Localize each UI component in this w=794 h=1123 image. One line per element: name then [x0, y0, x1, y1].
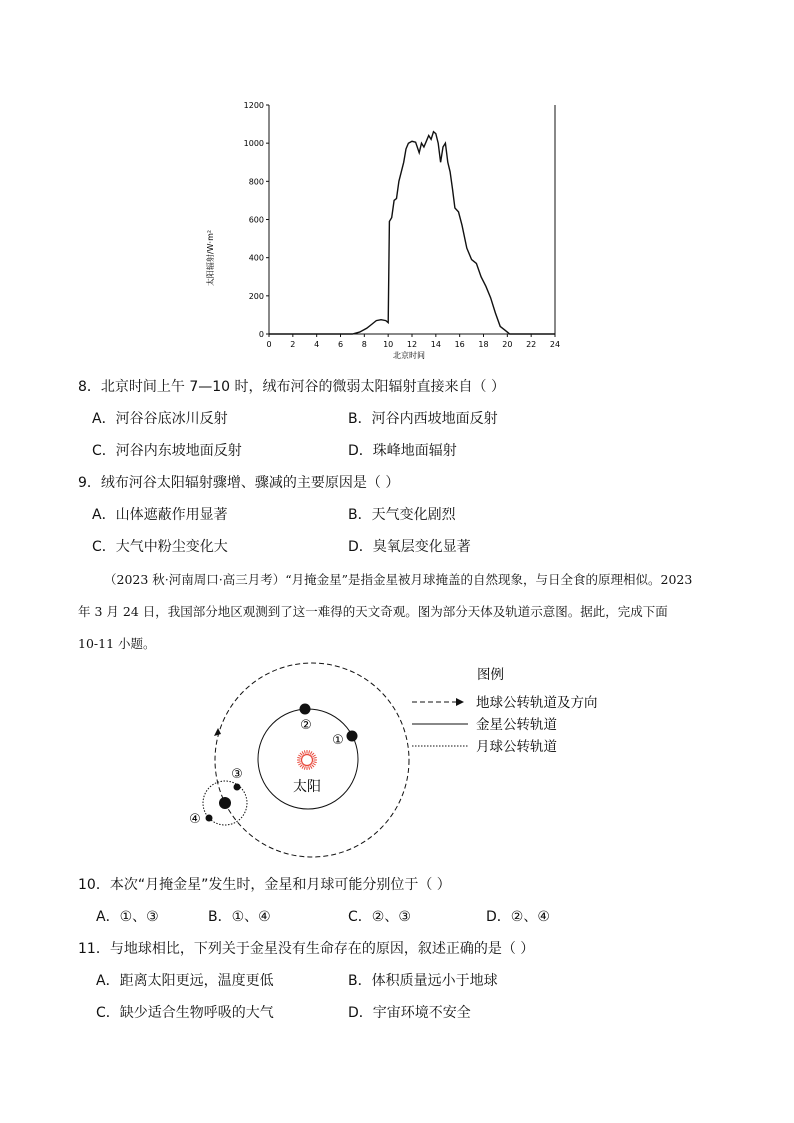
- sun-ray: [313, 757, 316, 758]
- question-10-stem: 10．本次“月掩金星”发生时，金星和月球可能分别位于（ ）: [78, 877, 451, 893]
- x-tick-label: 6: [337, 340, 344, 349]
- sun-ray: [313, 762, 316, 763]
- sun-ray: [298, 763, 301, 765]
- question-11-option-a[interactable]: A．距离太阳更远，温度更低: [96, 973, 274, 989]
- venus-position-2: [300, 704, 311, 715]
- question-10-option-b[interactable]: B．①、④: [208, 909, 271, 925]
- radiation-series-line: [269, 132, 555, 334]
- sun-ray: [304, 750, 305, 753]
- question-10-option-a[interactable]: A．①、③: [96, 909, 159, 925]
- x-tick-label: 16: [454, 340, 465, 349]
- legend-earth-orbit-label: 地球公转轨道及方向: [476, 695, 598, 711]
- question-8-option-d[interactable]: D．珠峰地面辐射: [348, 443, 457, 459]
- sun-ray: [310, 751, 312, 754]
- x-tick-label: 22: [526, 340, 537, 349]
- question-11-stem: 11．与地球相比，下列关于金星没有生命存在的原因，叙述正确的是（ ）: [78, 941, 535, 957]
- x-tick-label: 0: [266, 340, 272, 349]
- y-tick-label: 0: [258, 330, 264, 339]
- x-tick-label: 14: [430, 340, 441, 349]
- y-tick-label: 1000: [243, 139, 264, 149]
- intro-line-3: 10-11 小题。: [78, 636, 156, 651]
- earth: [219, 797, 231, 809]
- question-8-option-a[interactable]: A．河谷谷底冰川反射: [92, 411, 228, 427]
- y-tick-label: 1200: [243, 101, 264, 110]
- x-tick-label: 18: [478, 340, 489, 349]
- sun-ray: [312, 765, 314, 767]
- question-9-option-b[interactable]: B．天气变化剧烈: [348, 507, 456, 523]
- intro-line-2: 年 3 月 24 日，我国部分地区观测到了这一难得的天文奇观。图为部分天体及轨道示意图。据此，完成下面: [78, 604, 668, 619]
- question-11-option-b[interactable]: B．体积质量远小于地球: [348, 973, 498, 989]
- sun-ray: [302, 751, 304, 754]
- question-9-option-d[interactable]: D．臭氧层变化显著: [348, 539, 471, 555]
- x-tick-label: 24: [549, 340, 561, 349]
- moon-position-4: [206, 815, 213, 822]
- x-tick-label: 10: [383, 340, 394, 349]
- question-8-option-b[interactable]: B．河谷内西坡地面反射: [348, 411, 498, 427]
- x-tick-label: 12: [406, 340, 418, 349]
- question-8-option-c[interactable]: C．河谷内东坡地面反射: [92, 443, 242, 459]
- question-9-option-c[interactable]: C．大气中粉尘变化大: [92, 539, 228, 555]
- marker-3: ③: [231, 767, 243, 782]
- sun-ray: [300, 753, 302, 755]
- question-10-option-c[interactable]: C．②、③: [348, 909, 411, 925]
- x-tick-label: 8: [361, 340, 367, 349]
- sun-ray: [312, 753, 314, 755]
- sun-ray: [313, 755, 316, 757]
- sun-ray: [297, 757, 300, 758]
- sun-ray: [298, 755, 301, 757]
- sun-ray: [309, 750, 310, 753]
- question-9-stem: 9．绒布河谷太阳辐射骤增、骤减的主要原因是（ ）: [78, 475, 400, 491]
- earth-orbit-direction-arrow: [214, 728, 221, 736]
- y-tick-label: 600: [248, 215, 264, 225]
- sun-ray: [313, 763, 316, 765]
- solar-radiation-chart: [200, 96, 580, 366]
- marker-2: ②: [300, 718, 312, 733]
- x-tick-label: 2: [290, 340, 296, 349]
- sun-ray: [310, 766, 312, 769]
- y-tick-label: 800: [248, 177, 264, 187]
- moon-position-3: [234, 784, 241, 791]
- chart-canvas: [200, 96, 580, 366]
- marker-4: ④: [190, 812, 201, 827]
- sun-ray: [302, 766, 304, 769]
- y-axis-label: 太阳辐射/W·m²: [206, 229, 215, 287]
- question-8-stem: 8．北京时间上午 7—10 时，绒布河谷的微弱太阳辐射直接来自（ ）: [78, 379, 505, 395]
- sun-ray: [309, 766, 310, 769]
- sun-ray: [300, 765, 302, 767]
- question-11-option-d[interactable]: D．宇宙环境不安全: [348, 1005, 471, 1021]
- question-9-option-a[interactable]: A．山体遮蔽作用显著: [92, 507, 228, 523]
- y-tick-label: 400: [248, 253, 264, 263]
- sun-ray: [304, 766, 305, 769]
- y-tick-label: 200: [248, 291, 264, 301]
- orbit-diagram-canvas: [190, 660, 630, 865]
- x-tick-label: 4: [314, 340, 320, 349]
- sun-ray: [297, 762, 300, 763]
- sun-label: 太阳: [293, 779, 321, 795]
- legend-venus-orbit-label: 金星公转轨道: [476, 717, 557, 733]
- question-10-option-d[interactable]: D．②、④: [486, 909, 550, 925]
- legend-title: 图例: [477, 667, 504, 683]
- x-tick-label: 20: [502, 340, 513, 349]
- legend-moon-orbit-label: 月球公转轨道: [476, 739, 557, 755]
- venus-position-1: [347, 731, 358, 742]
- orbit-diagram: [190, 660, 630, 865]
- marker-1: ①: [332, 733, 344, 748]
- question-11-option-c[interactable]: C．缺少适合生物呼吸的大气: [96, 1005, 274, 1021]
- sun-icon: [297, 750, 317, 770]
- x-axis-label: 北京时间: [393, 351, 425, 360]
- intro-line-1: （2023 秋·河南周口·高三月考）“月掩金星”是指金星被月球掩盖的自然现象，与日全食的原理相似。2023: [104, 572, 693, 587]
